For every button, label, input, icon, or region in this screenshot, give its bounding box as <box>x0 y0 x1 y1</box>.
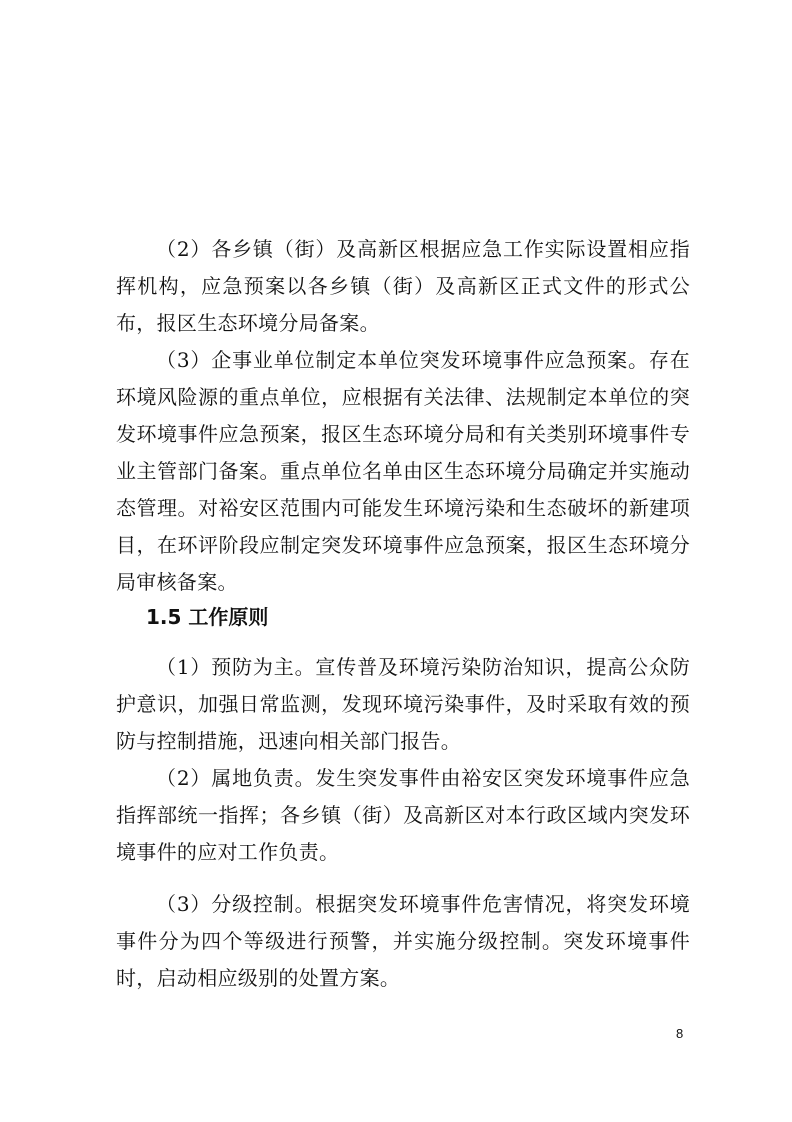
paragraph-local-responsibility: （2）属地负责。发生突发事件由裕安区突发环境事件应急指挥部统一指挥；各乡镇（街）及高新区对本行政区域内突发环境事件的应对工作负责。 <box>116 766 690 864</box>
paragraph-prevention: （1）预防为主。宣传普及环境污染防治知识，提高公众防护意识，加强日常监测，发现环境污染事件，及时采取有效的预防与控制措施，迅速向相关部门报告。 <box>116 655 690 753</box>
page-number: 8 <box>676 1026 684 1041</box>
section-heading: 1.5 工作原则 <box>146 605 269 629</box>
paragraph-command-structure: （2）各乡镇（街）及高新区根据应急工作实际设置相应指挥机构，应急预案以各乡镇（街）及高新区正式文件的形式公布，报区生态环境分局备案。 <box>116 237 690 335</box>
paragraph-graded-control: （3）分级控制。根据突发环境事件危害情况，将突发环境事件分为四个等级进行预警，并实施分级控制。突发环境事件时，启动相应级别的处置方案。 <box>116 892 690 990</box>
paragraph-enterprise-plans: （3）企事业单位制定本单位突发环境事件应急预案。存在环境风险源的重点单位，应根据有关法律、法规制定本单位的突发环境事件应急预案，报区生态环境分局和有关类别环境事件专业主管部门备案。重点单位名单由区生态环境分局确定并实施动态管理。对裕安区范围内可能发生环境污染和生态破坏的新建项目，在环评阶段应制定突发环境事件应急预案，报区生态环境分局审核备案。 <box>116 348 690 594</box>
